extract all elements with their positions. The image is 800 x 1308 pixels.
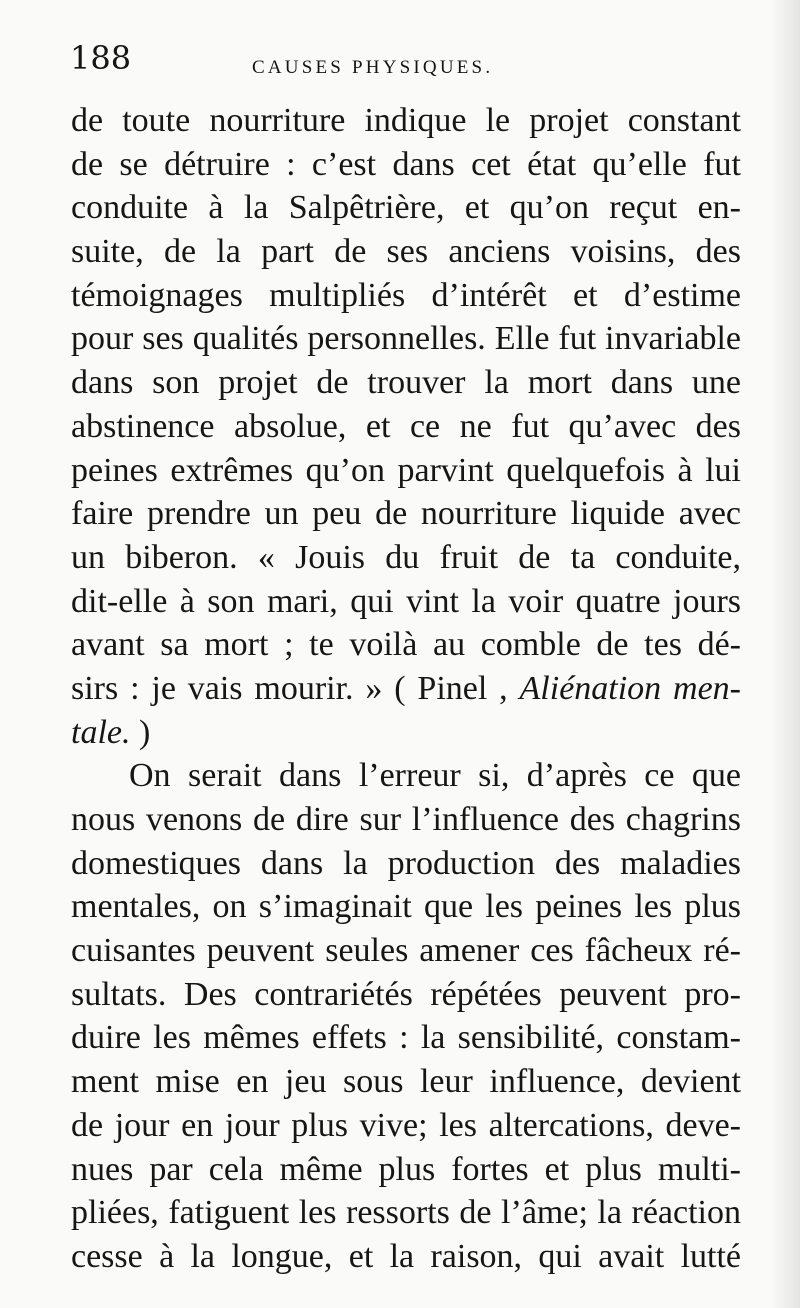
paragraph-start-line: On serait dans l’erreur si, d’après ce que xyxy=(129,757,741,795)
citation-title-end: tale. xyxy=(71,713,131,751)
text-line: cuisantes peuvent seules amener ces fâcheux ré- xyxy=(71,932,741,970)
text-line: nous venons de dire sur l’influence des chagrins xyxy=(71,801,741,838)
text-line: conduite à la Salpêtrière, et qu’on reçut en- xyxy=(71,189,741,227)
text-line: faire prendre un peu de nourriture liquide avec xyxy=(71,495,741,533)
text-line: domestiques dans la production des maladies xyxy=(71,844,741,882)
citation-close: ) xyxy=(138,713,151,751)
text-line-citation-end xyxy=(71,711,741,755)
body-text xyxy=(71,99,741,1279)
text-line: pour ses qualités personnelles. Elle fut invariable xyxy=(71,320,741,358)
text-line: dit-elle à son mari, qui vint la voir quatre jours xyxy=(71,582,741,620)
text-line: cesse à la longue, et la raison, qui avait lutté xyxy=(71,1237,741,1275)
text-line: nues par cela même plus fortes et plus multi- xyxy=(71,1150,741,1188)
text-line: ment mise en jeu sous leur influence, devient xyxy=(71,1063,741,1101)
citation-title: Aliénation men- xyxy=(519,669,741,707)
running-title: CAUSES PHYSIQUES. xyxy=(252,57,494,78)
text-line: de toute nourriture indique le projet constant xyxy=(71,102,741,139)
page-edge-shadow xyxy=(770,0,800,1308)
text-line: avant sa mort ; te voilà au comble de tes dé- xyxy=(71,626,741,664)
text-line: dans son projet de trouver la mort dans une xyxy=(71,364,741,402)
text-line: duire les mêmes effets : la sensibilité, constam- xyxy=(71,1019,741,1057)
text-line: abstinence absolue, et ce ne fut qu’avec des xyxy=(71,407,741,445)
text-line-citation xyxy=(71,667,741,711)
citation-text: sirs : je vais mourir. » ( Pinel , xyxy=(71,669,508,707)
text-line: témoignages multipliés d’intérêt et d’estime xyxy=(71,276,741,314)
text-line: suite, de la part de ses anciens voisins, des xyxy=(71,233,741,271)
text-line: pliées, fatiguent les ressorts de l’âme; la réaction xyxy=(71,1194,741,1232)
text-line: peines extrêmes qu’on parvint quelquefois à lui xyxy=(71,451,741,489)
text-line: de se détruire : c’est dans cet état qu’elle fut xyxy=(71,145,741,183)
text-line: mentales, on s’imaginait que les peines les plus xyxy=(71,888,741,926)
text-line: un biberon. « Jouis du fruit de ta conduite, xyxy=(71,538,741,576)
text-line: de jour en jour plus vive; les altercations, deve- xyxy=(71,1106,741,1144)
page-number: 188 xyxy=(70,39,132,77)
text-line: sultats. Des contrariétés répétées peuvent pro- xyxy=(71,975,741,1013)
